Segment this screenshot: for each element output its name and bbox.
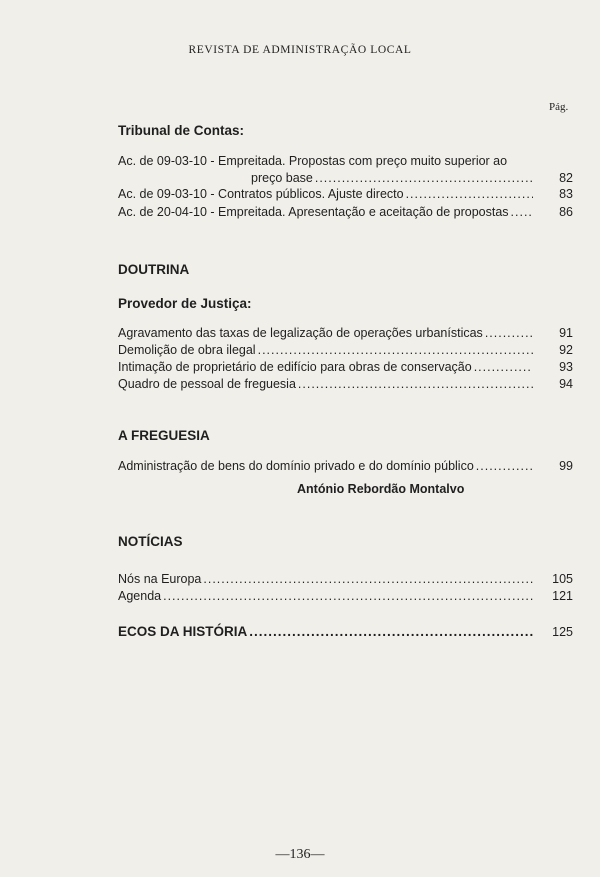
toc-page-number: 83	[559, 187, 573, 201]
toc-page-number: 91	[559, 326, 573, 340]
toc-entry	[118, 186, 573, 202]
toc-entry	[118, 342, 573, 358]
author-name: António Rebordão Montalvo	[297, 482, 465, 496]
toc-entry	[118, 376, 573, 392]
toc-entry-text: Quadro de pessoal de freguesia	[118, 377, 296, 391]
toc-entry-text: Nós na Europa	[118, 572, 202, 586]
dot-leader	[485, 325, 533, 341]
dot-leader	[258, 342, 533, 358]
toc-entry	[118, 458, 573, 474]
toc-entry-text: ECOS DA HISTÓRIA	[118, 624, 248, 639]
toc-page-number: 125	[552, 625, 573, 639]
toc-page-number: 105	[552, 572, 573, 586]
running-head: REVISTA DE ADMINISTRAÇÃO LOCAL	[188, 44, 412, 56]
subsection-heading-provedor: Provedor de Justiça:	[118, 296, 252, 311]
toc-entry-text: Agenda	[118, 589, 162, 603]
dot-leader	[476, 458, 533, 474]
toc-page-number: 121	[552, 589, 573, 603]
toc-entry-ecos	[118, 624, 573, 640]
toc-entry	[118, 359, 573, 375]
dot-leader	[511, 204, 533, 220]
dot-leader	[249, 624, 533, 640]
toc-page-number: 93	[559, 360, 573, 374]
section-heading-noticias: NOTÍCIAS	[118, 534, 183, 549]
dot-leader	[203, 571, 533, 587]
toc-page-number: 92	[559, 343, 573, 357]
toc-entry	[118, 204, 573, 220]
toc-entry-text: Administração de bens do domínio privado e do domínio público	[118, 459, 474, 473]
section-heading-doutrina: DOUTRINA	[118, 262, 190, 277]
toc-entry	[118, 571, 573, 587]
page-column-label: Pág.	[549, 101, 569, 113]
toc-entry	[118, 588, 573, 604]
toc-page-number: 94	[559, 377, 573, 391]
page-folio: —136—	[275, 847, 325, 862]
dot-leader	[315, 170, 533, 186]
toc-entry-text: Ac. de 20-04-10 - Empreitada. Apresentação e aceitação de propostas	[118, 205, 509, 219]
section-heading-tribunal: Tribunal de Contas:	[118, 123, 245, 138]
dot-leader	[406, 186, 533, 202]
toc-entry-line: Ac. de 09-03-10 - Empreitada. Propostas com preço muito superior ao	[118, 154, 508, 168]
section-heading-freguesia: A FREGUESIA	[118, 428, 210, 443]
toc-entry-text: preço base	[251, 171, 313, 185]
toc-entry	[251, 170, 573, 186]
toc-entry-text: Intimação de proprietário de edifício para obras de conservação	[118, 360, 472, 374]
toc-page-number: 86	[559, 205, 573, 219]
dot-leader	[474, 359, 533, 375]
dot-leader	[298, 376, 533, 392]
toc-entry	[118, 325, 573, 341]
toc-entry-text: Ac. de 09-03-10 - Contratos públicos. Ajuste directo	[118, 187, 404, 201]
toc-entry-text: Demolição de obra ilegal	[118, 343, 256, 357]
toc-entry-text: Agravamento das taxas de legalização de operações urbanísticas	[118, 326, 483, 340]
toc-page-number: 99	[559, 459, 573, 473]
dot-leader	[163, 588, 533, 604]
toc-page-number: 82	[559, 171, 573, 185]
